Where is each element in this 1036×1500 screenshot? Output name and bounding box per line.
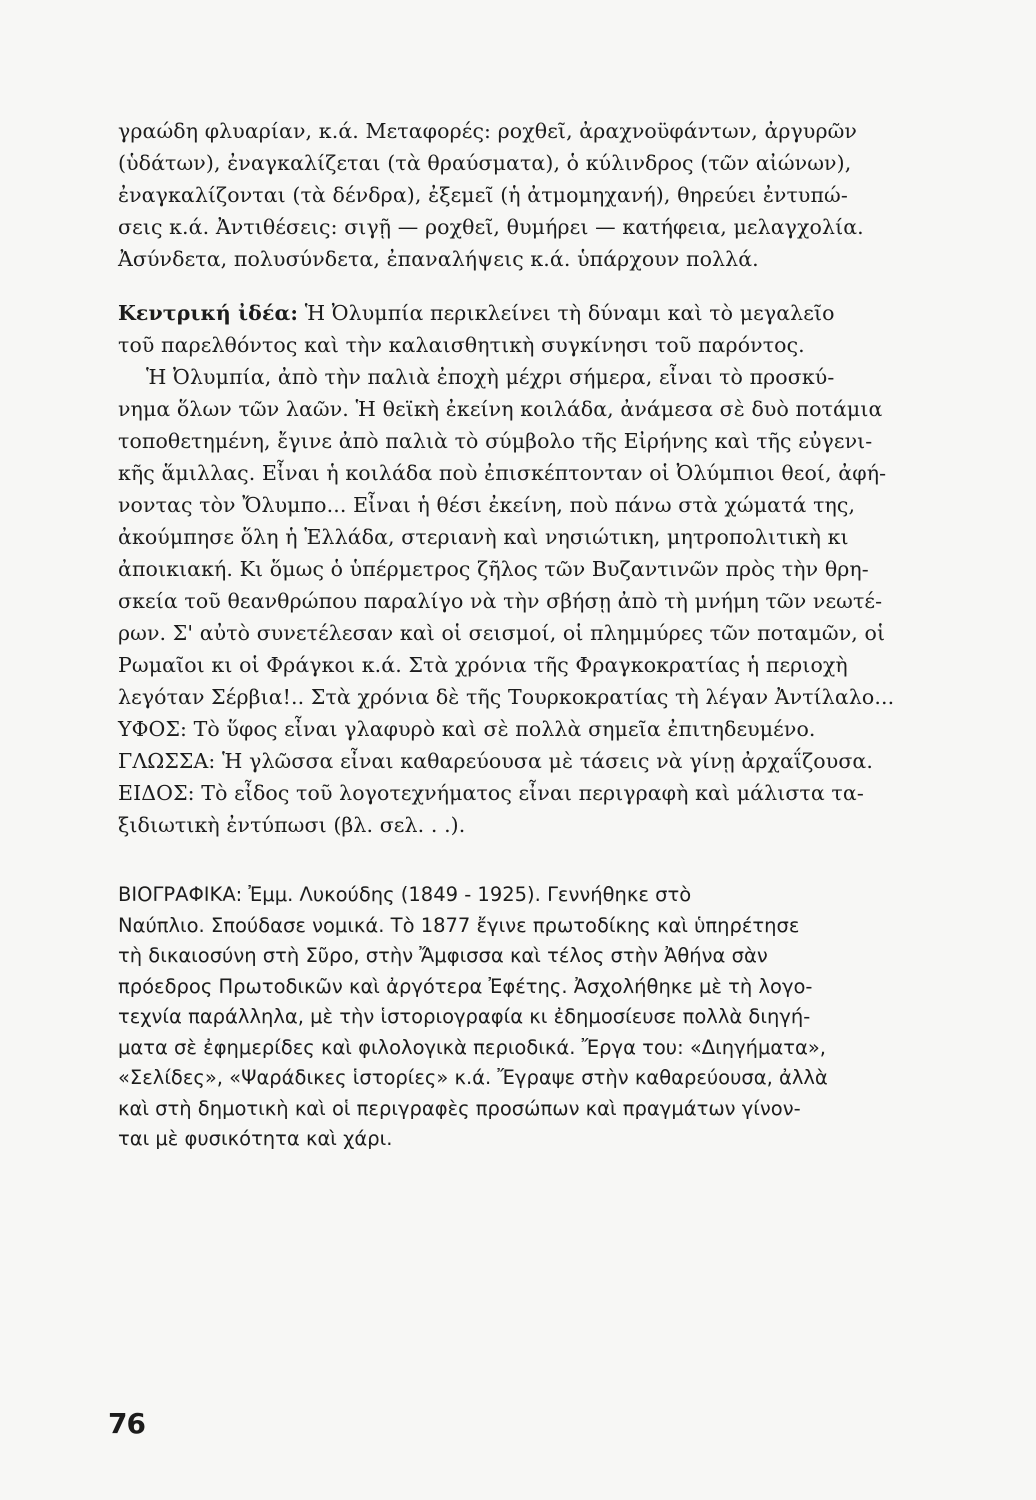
text-line: νημα ὅλων τῶν λαῶν. Ἡ θεϊκὴ ἐκείνη κοιλάδα, ἀνάμεσα σὲ δυὸ ποτάμια [118, 397, 883, 421]
biography-section [118, 880, 918, 1155]
text-line: τοῦ παρελθόντος καὶ τὴν καλαισθητικὴ συγκίνησι τοῦ παρόντος. [118, 333, 805, 357]
text-line: τὴ δικαιοσύνη στὴ Σῦρο, στὴν Ἄμφισσα καὶ τέλος στὴν Ἀθήνα σὰν [118, 944, 768, 967]
text-line: Ρωμαῖοι κι οἱ Φράγκοι κ.ά. Στὰ χρόνια τῆς Φραγκοκρατίας ἡ περιοχὴ [118, 653, 848, 677]
text-line: (ὑδάτων), ἐναγκαλίζεται (τὰ θραύσματα), ὁ κύλινδρος (τῶν αἰώνων), [118, 151, 852, 175]
text-line: τοποθετημένη, ἔγινε ἀπὸ παλιὰ τὸ σύμβολο τῆς Εἰρήνης καὶ τῆς εὐγενι- [118, 429, 873, 453]
text-line: Ναύπλιο. Σπούδασε νομικά. Τὸ 1877 ἔγινε πρωτοδίκης καὶ ὑπηρέτησε [118, 913, 800, 937]
text-line: ἐναγκαλίζονται (τὰ δένδρα), ἐξεμεῖ (ἡ ἀτμομηχανή), θηρεύει ἐντυπώ- [118, 183, 848, 207]
text-line: ται μὲ φυσικότητα καὶ χάρι. [118, 1127, 393, 1150]
genre-line: ξιδιωτικὴ ἐντύπωσι (βλ. σελ. . .). [118, 813, 466, 837]
paragraph-figures-of-speech [118, 115, 918, 275]
text-line: πρόεδρος Πρωτοδικῶν καὶ ἀργότερα Ἐφέτης. Ἀσχολήθηκε μὲ τὴ λογο- [118, 974, 813, 998]
style-line: ΥΦΟΣ: Τὸ ὕφος εἶναι γλαφυρὸ καὶ σὲ πολλὰ σημεῖα ἐπιτηδευμένο. [118, 717, 816, 741]
text-line: Ἡ Ὀλυμπία, ἀπὸ τὴν παλιὰ ἐποχὴ μέχρι σήμερα, εἶναι τὸ προσκύ- [146, 365, 835, 389]
text-line: «Σελίδες», «Ψαράδικες ἱστορίες» κ.ά. Ἔγραψε στὴν καθαρεύουσα, ἀλλὰ [118, 1066, 828, 1089]
text-line: ρων. Σ' αὐτὸ συνετέλεσαν καὶ οἱ σεισμοί, οἱ πλημμύρες τῶν ποταμῶν, οἱ [118, 621, 886, 645]
language-line: ΓΛΩΣΣΑ: Ἡ γλῶσσα εἶναι καθαρεύουσα μὲ τάσεις νὰ γίνῃ ἀρχαΐζουσα. [118, 749, 873, 773]
text-line: Ἡ Ὀλυμπία περικλείνει τὴ δύναμι καὶ τὸ μεγαλεῖο [304, 301, 835, 325]
text-line: νοντας τὸν Ὄλυμπο... Εἶναι ἡ θέσι ἐκείνη, ποὺ πάνω στὰ χώματά της, [118, 493, 856, 517]
central-idea-label: Κεντρική ἰδέα: [118, 301, 299, 325]
text-line: σεις κ.ά. Ἀντιθέσεις: σιγῇ — ροχθεῖ, θυμήρει — κατήφεια, μελαγχολία. [118, 215, 864, 239]
text-line: ἀποικιακή. Κι ὅμως ὁ ὑπέρμετρος ζῆλος τῶν Βυζαντινῶν πρὸς τὴν θρη- [118, 557, 869, 581]
text-line: σκεία τοῦ θεανθρώπου παραλίγο νὰ τὴν σβήσῃ ἀπὸ τὴ μνήμη τῶν νεωτέ- [118, 589, 883, 613]
text-line: ΒΙΟΓΡΑΦΙΚΑ: Ἐμμ. Λυκούδης (1849 - 1925). Γεννήθηκε στὸ [118, 883, 692, 906]
paragraph-central-idea [118, 297, 918, 841]
text-line: ματα σὲ ἐφημερίδες καὶ φιλολογικὰ περιοδικά. Ἔργα του: «Διηγήματα», [118, 1035, 826, 1059]
text-line: Ἀσύνδετα, πολυσύνδετα, ἐπαναλήψεις κ.ά. ὑπάρχουν πολλά. [118, 247, 759, 271]
text-line: λεγόταν Σέρβια!.. Στὰ χρόνια δὲ τῆς Τουρκοκρατίας τὴ λέγαν Ἀντίλαλο... [118, 685, 895, 709]
text-line: ἀκούμπησε ὅλη ἡ Ἑλλάδα, στεριανὴ καὶ νησιώτικη, μητροπολιτικὴ κι [118, 525, 849, 549]
genre-line: ΕΙΔΟΣ: Τὸ εἶδος τοῦ λογοτεχνήματος εἶναι περιγραφὴ καὶ μάλιστα τα- [118, 781, 864, 805]
page-number: 76 [108, 1407, 145, 1440]
text-line: γραώδη φλυαρίαν, κ.ά. Μεταφορές: ροχθεῖ, ἀραχνοϋφάντων, ἀργυρῶν [118, 119, 857, 143]
text-line: καὶ στὴ δημοτικὴ καὶ οἱ περιγραφὲς προσώπων καὶ πραγμάτων γίνον- [118, 1096, 801, 1120]
text-line: τεχνία παράλληλα, μὲ τὴν ἱστοριογραφία κι ἐδημοσίευσε πολλὰ διηγή- [118, 1005, 811, 1028]
text-line: κῆς ἅμιλλας. Εἶναι ἡ κοιλάδα ποὺ ἐπισκέπτονταν οἱ Ὀλύμπιοι θεοί, ἀφή- [118, 461, 887, 485]
